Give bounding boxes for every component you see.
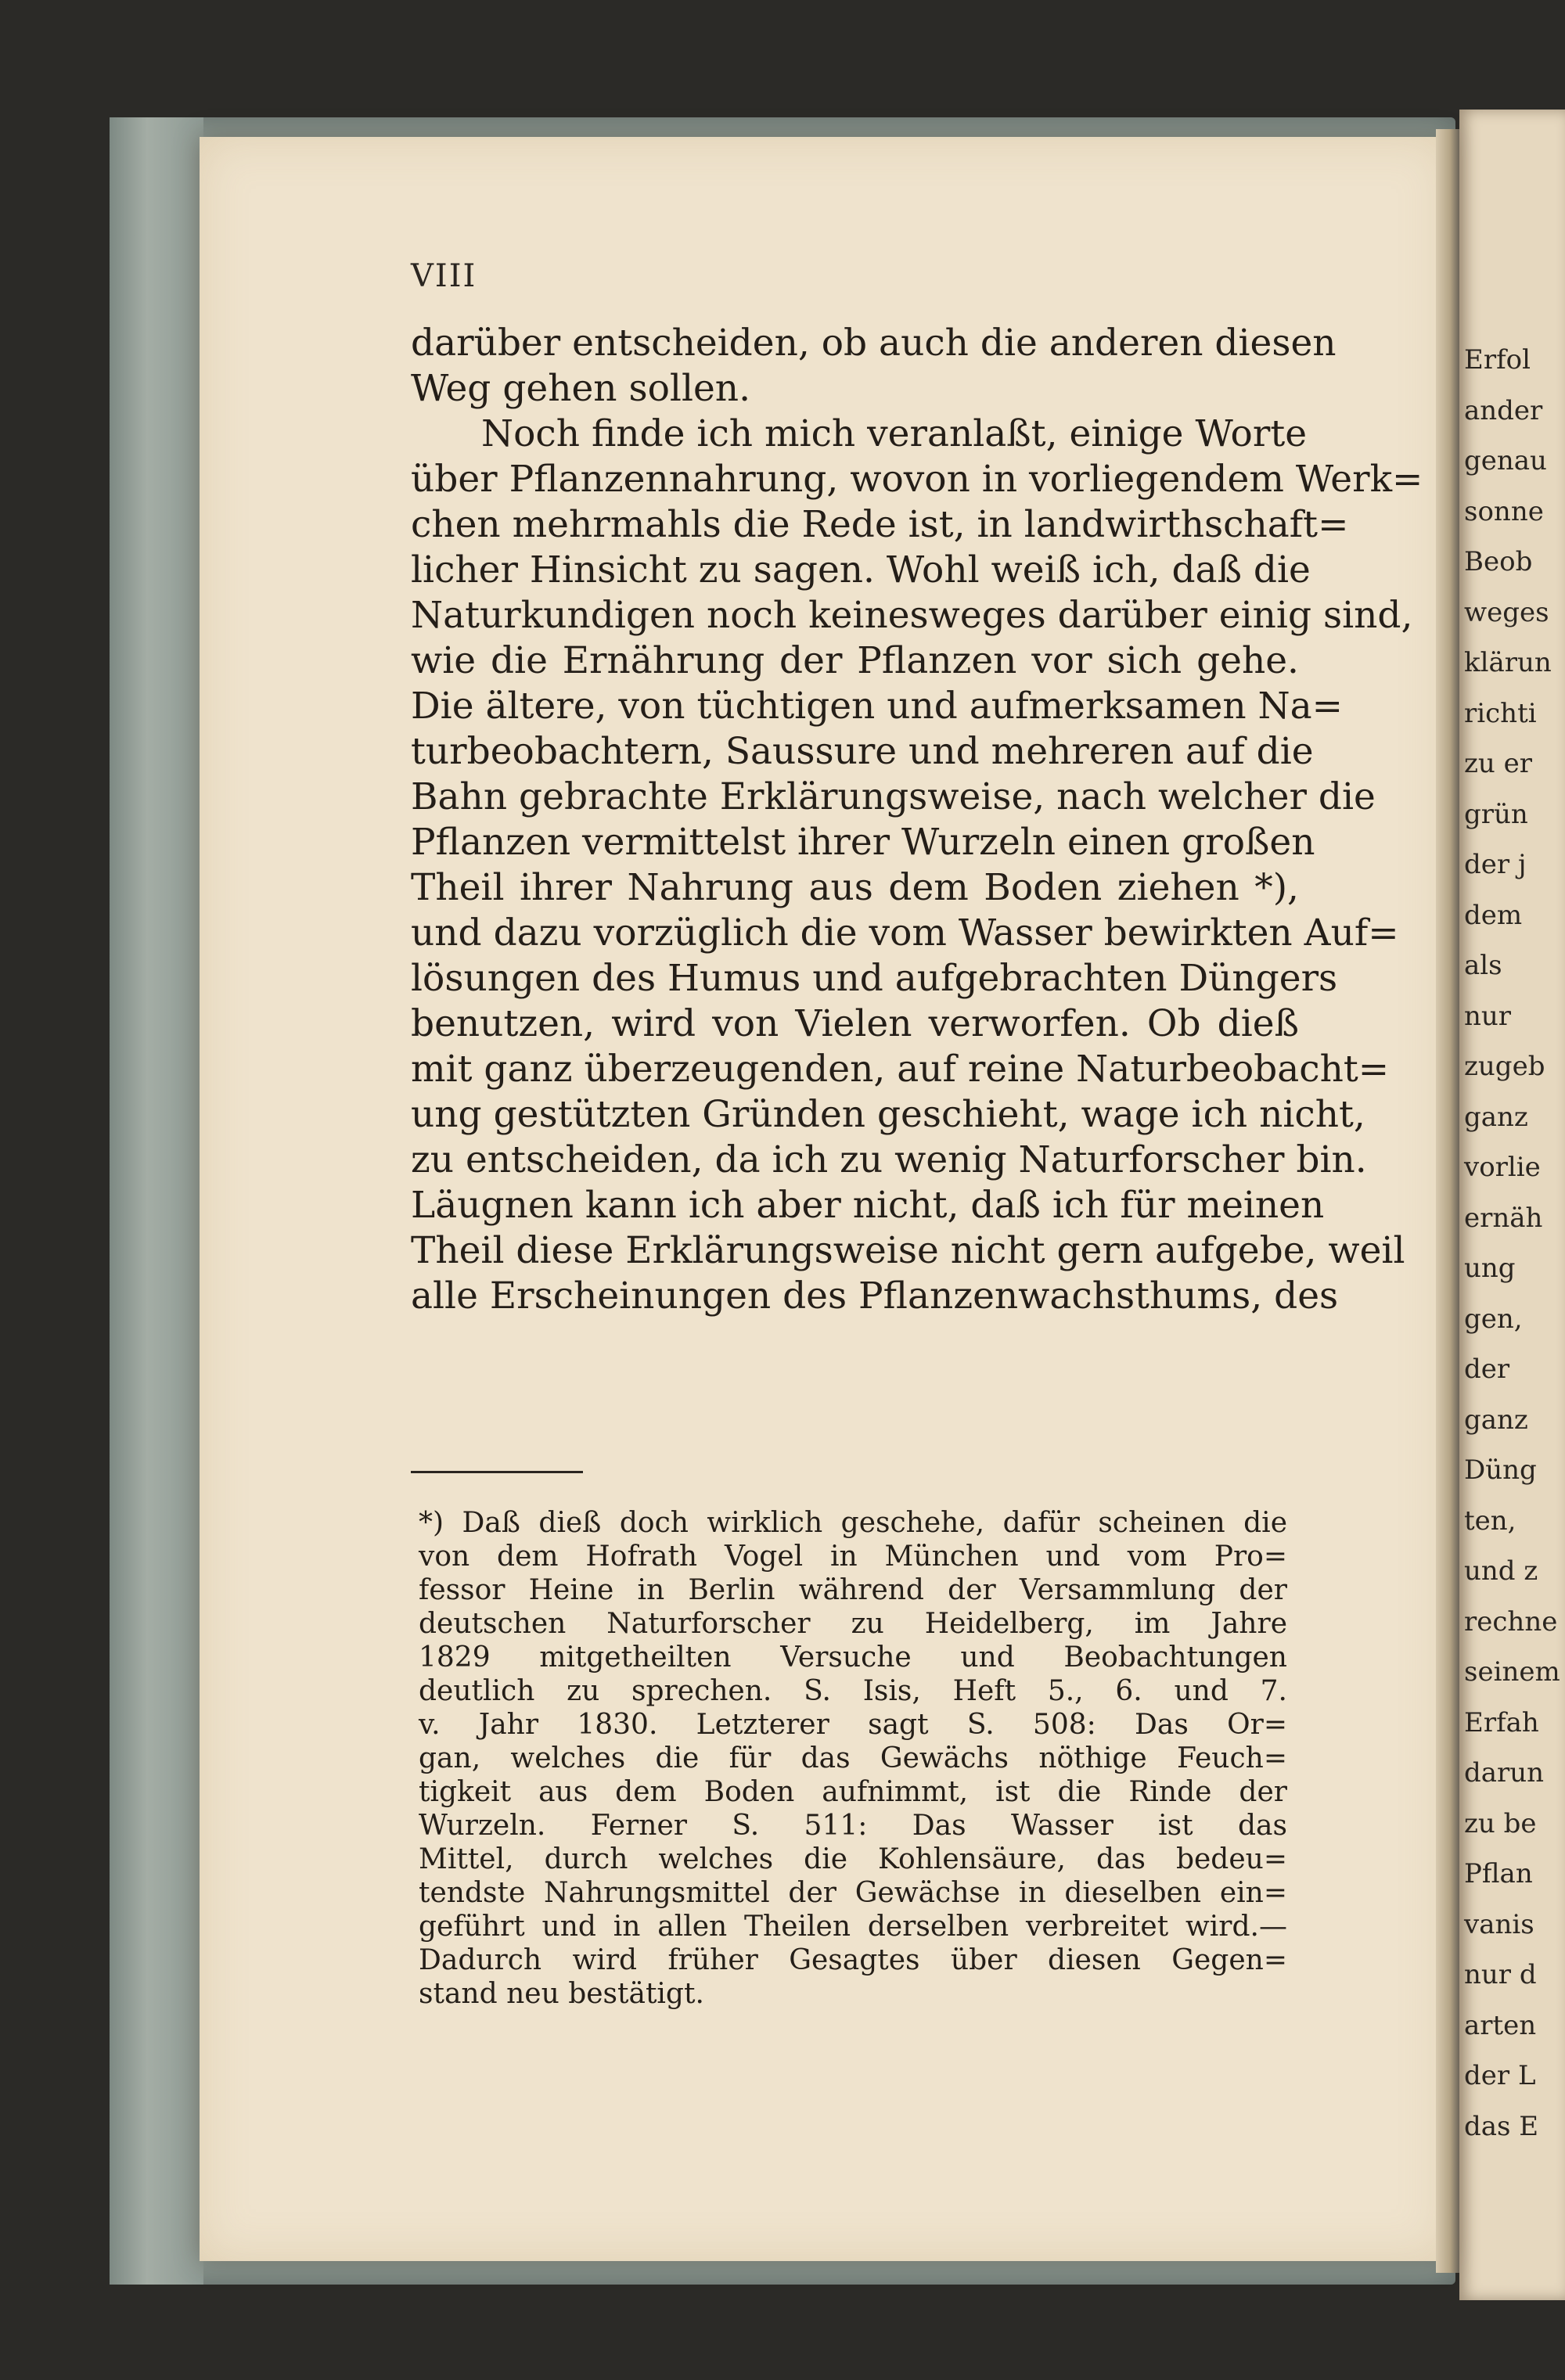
footnote-line: geführt und in allen Theilen derselben verbreitet wird.— — [419, 1911, 1287, 1943]
footnote-line: deutlich zu sprechen. S. Isis, Heft 5., 6. und 7. — [419, 1675, 1287, 1707]
adjacent-page-line: sonne — [1464, 495, 1544, 527]
adjacent-page — [1459, 110, 1565, 2300]
adjacent-page-line: Pflan — [1464, 1858, 1533, 1889]
body-line: über Pflanzennahrung, wovon in vorliegendem Werk= — [411, 458, 1423, 501]
adjacent-page-line: zugeb — [1464, 1051, 1545, 1082]
footnote-line: Wurzeln. Ferner S. 511: Das Wasser ist das — [419, 1810, 1287, 1842]
body-line: Läugnen kann ich aber nicht, daß ich für meinen — [411, 1184, 1325, 1227]
footnote-line: tendste Nahrungsmittel der Gewächse in dieselben ein= — [419, 1877, 1287, 1909]
adjacent-page-line: der — [1464, 1354, 1510, 1385]
body-line: chen mehrmahls die Rede ist, in landwirthschaft= — [411, 503, 1349, 546]
adjacent-page-line: weges — [1464, 596, 1549, 628]
body-line: benutzen, wird von Vielen verworfen. Ob dieß — [411, 1002, 1299, 1045]
footnote-line: 1829 mitgetheilten Versuche und Beobachtungen — [419, 1641, 1287, 1674]
page-number: VIII — [411, 258, 477, 294]
body-line: Bahn gebrachte Erklärungsweise, nach welcher die — [411, 775, 1376, 818]
adjacent-page-line: Düng — [1464, 1454, 1537, 1486]
adjacent-page-line: Beob — [1464, 546, 1533, 577]
adjacent-page-line: klärun — [1464, 647, 1552, 678]
footnote-line: deutschen Naturforscher zu Heidelberg, im Jahre — [419, 1608, 1287, 1640]
body-line: Die ältere, von tüchtigen und aufmerksamen Na= — [411, 685, 1344, 728]
footnote — [419, 1506, 1287, 2011]
body-line: licher Hinsicht zu sagen. Wohl weiß ich, daß die — [411, 548, 1311, 591]
body-line: Noch finde ich mich veranlaßt, einige Worte — [481, 412, 1308, 455]
body-line: Theil ihrer Nahrung aus dem Boden ziehen *), — [411, 866, 1299, 909]
footnote-line: tigkeit aus dem Boden aufnimmt, ist die Rinde der — [419, 1776, 1287, 1808]
footnote-line: *) Daß dieß doch wirklich geschehe, dafür scheinen die — [419, 1507, 1287, 1539]
adjacent-page-line: ung — [1464, 1253, 1516, 1284]
adjacent-page-line: der j — [1464, 849, 1527, 880]
footnote-line: fessor Heine in Berlin während der Versammlung der — [419, 1574, 1287, 1606]
adjacent-page-line: Erfol — [1464, 344, 1531, 376]
adjacent-page-line: der L — [1464, 2060, 1536, 2091]
body-text — [411, 321, 1423, 1319]
adjacent-page-line: nur — [1464, 1000, 1512, 1032]
footnote-line: Dadurch wird früher Gesagtes über diesen Gegen= — [419, 1944, 1287, 1976]
footnote-line: von dem Hofrath Vogel in München und vom Pro= — [419, 1541, 1287, 1573]
body-line: mit ganz überzeugenden, auf reine Naturbeobacht= — [411, 1048, 1390, 1091]
body-line: ung gestützten Gründen geschieht, wage ich nicht, — [411, 1093, 1365, 1136]
adjacent-page-line: als — [1464, 950, 1502, 981]
footnote-line: stand neu bestätigt. — [419, 1978, 704, 2010]
adjacent-page-line: darun — [1464, 1757, 1545, 1789]
adjacent-page-line: zu er — [1464, 748, 1532, 779]
adjacent-page-line: seinem — [1464, 1656, 1560, 1688]
footnote-line: Mittel, durch welches die Kohlensäure, das bedeu= — [419, 1843, 1287, 1875]
body-line: wie die Ernährung der Pflanzen vor sich gehe. — [411, 639, 1299, 682]
adjacent-page-line: richti — [1464, 697, 1537, 729]
body-line: zu entscheiden, da ich zu wenig Naturforscher bin. — [411, 1138, 1367, 1181]
adjacent-page-line: vanis — [1464, 1908, 1534, 1940]
adjacent-page-line: das E — [1464, 2110, 1539, 2142]
body-line: lösungen des Humus und aufgebrachten Düngers — [411, 957, 1338, 1000]
page-gutter — [1436, 129, 1459, 2273]
body-line: Naturkundigen noch keinesweges darüber einig sind, — [411, 594, 1413, 637]
adjacent-page-line: vorlie — [1464, 1152, 1541, 1183]
adjacent-page-line: ganz — [1464, 1404, 1528, 1436]
body-line: Weg gehen sollen. — [411, 367, 751, 410]
adjacent-page-line: genau — [1464, 445, 1547, 476]
adjacent-page-line: Erfah — [1464, 1706, 1539, 1738]
adjacent-page-line: rechne — [1464, 1605, 1558, 1638]
footnote-line: v. Jahr 1830. Letzterer sagt S. 508: Das Or= — [419, 1709, 1287, 1741]
body-line: Theil diese Erklärungsweise nicht gern aufgebe, weil — [411, 1229, 1405, 1272]
body-line: Pflanzen vermittelst ihrer Wurzeln einen großen — [411, 821, 1315, 864]
adjacent-page-line: und z — [1464, 1555, 1538, 1587]
adjacent-page-line: ernäh — [1464, 1202, 1543, 1234]
adjacent-page-line: dem — [1464, 899, 1523, 931]
body-line: darüber entscheiden, ob auch die anderen diesen — [411, 322, 1337, 365]
adjacent-page-line: nur d — [1464, 1959, 1537, 1990]
cover-spine-edge — [110, 117, 203, 2285]
body-line: und dazu vorzüglich die vom Wasser bewirkten Auf= — [411, 911, 1399, 955]
adjacent-page-line: ander — [1464, 394, 1543, 426]
adjacent-page-line: grün — [1464, 798, 1528, 830]
adjacent-page-line: gen, — [1464, 1303, 1523, 1335]
adjacent-page-line: ten, — [1464, 1505, 1516, 1537]
adjacent-page-line: arten — [1464, 2009, 1537, 2041]
footnote-rule — [411, 1471, 583, 1473]
body-line: turbeobachtern, Saussure und mehreren auf die — [411, 730, 1314, 773]
body-line: alle Erscheinungen des Pflanzenwachsthums, des — [411, 1274, 1339, 1318]
footnote-line: gan, welches die für das Gewächs nöthige Feuch= — [419, 1742, 1287, 1774]
adjacent-page-line: ganz — [1464, 1101, 1528, 1133]
adjacent-page-line: zu be — [1464, 1807, 1537, 1839]
